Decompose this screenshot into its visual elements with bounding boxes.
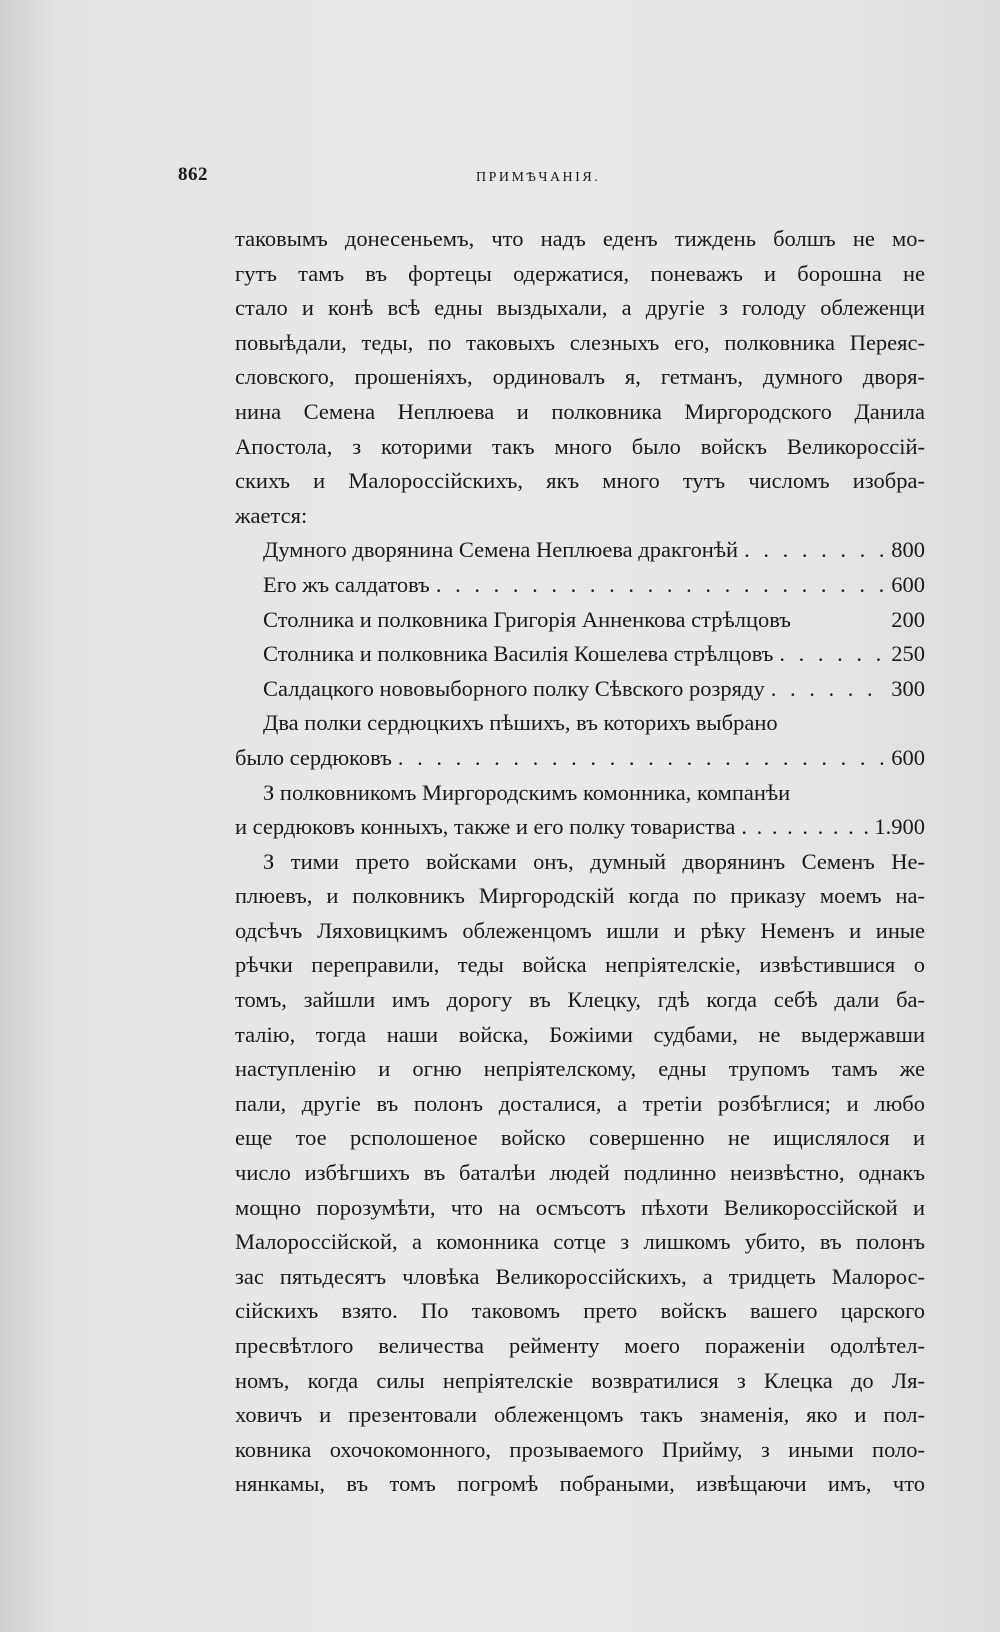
text-line: Апостола, з которими такъ много было войскъ Великороссій-	[235, 433, 925, 459]
text-line: словского, прошеніяхъ, ординовалъ я, гетманъ, думного дворя-	[235, 364, 925, 390]
troop-label: Думного дворянина Семена Неплюева дракгонѣй	[263, 537, 739, 563]
troop-label: Столника и полковника Григорія Анненкова стрѣлцовъ	[263, 606, 791, 632]
troop-row	[235, 637, 925, 672]
text-line: мощно порозумѣти, что на осмъсотъ пѣхоти Великороссійской и	[235, 1194, 925, 1220]
paragraph-1	[235, 222, 925, 533]
troop-count: 800	[891, 537, 925, 563]
text-line: ковника охочокомонного, прозываемого Прийму, з иными поло-	[235, 1436, 925, 1462]
dot-leader	[735, 810, 869, 845]
troop-label: Салдацкого нововыборного полку Сѣвского розряду	[263, 675, 765, 701]
troop-count: 600	[891, 744, 925, 770]
text-line: пали, другіе въ полонъ досталися, а третіи розбѣглися; и любо	[235, 1090, 925, 1116]
troop-label: З полковникомъ Миргородскимъ комонника, компанѣи	[263, 779, 791, 805]
troop-row	[235, 533, 925, 568]
page-body	[235, 222, 925, 1502]
page-number: 862	[178, 164, 208, 185]
text-line: еще тое рсполошеное войско совершенно не ищислялося и	[235, 1125, 925, 1151]
troop-row	[235, 603, 925, 638]
paragraph-2	[235, 845, 925, 1502]
text-line: томъ, зайшли имъ дорогу въ Клецку, гдѣ когда себѣ дали ба-	[235, 987, 925, 1013]
troop-row	[235, 568, 925, 603]
text-line: сійскихъ взято. По таковомъ прето войскъ вашего царского	[235, 1298, 925, 1324]
text-line: число избѣгшихъ въ баталѣи людей подлинно неизвѣстно, однакъ	[235, 1160, 925, 1186]
text-line: скихъ и Малороссійскихъ, якъ много тутъ числомъ изобра-	[235, 468, 925, 494]
dot-leader	[738, 533, 885, 568]
text-line: повыѣдали, теды, по таковыхъ слезныхъ его, полковника Переяс-	[235, 329, 925, 355]
troop-count: 300	[891, 675, 925, 701]
text-line: нянкамы, въ томъ погромѣ побраными, извѣщаючи имъ, что	[235, 1471, 925, 1497]
text-line: нина Семена Неплюева и полковника Миргородского Данила	[235, 398, 925, 424]
text-line: стало и конѣ всѣ едны выздыхали, а другіе з голоду облеженци	[235, 295, 925, 321]
text-line: З тими прето войсками онъ, думный дворянинъ Семенъ Не-	[263, 848, 925, 874]
text-line: номъ, когда силы непріятелскіе возвратилися з Клецка до Ля-	[235, 1367, 925, 1393]
text-line: наступленію и огню непріятелскому, едны трупомъ тамъ же	[235, 1056, 925, 1082]
dot-leader	[392, 741, 885, 776]
text-line: таковымъ донесеньемъ, что надъ еденъ тиждень болшъ не мо-	[235, 226, 925, 251]
troop-row-continued	[235, 776, 925, 811]
troop-count: 200	[891, 606, 925, 632]
running-head: ПРИМѢЧАНІЯ.	[476, 170, 601, 185]
dot-leader	[765, 672, 885, 707]
troop-label: Его жъ салдатовъ	[263, 571, 430, 597]
troop-count: 600	[891, 571, 925, 597]
troop-label: Два полки сердюцкихъ пѣшихъ, въ которихъ выбрано	[263, 710, 778, 736]
dot-leader	[430, 568, 885, 603]
troop-count: 250	[891, 641, 925, 667]
troop-list	[235, 533, 925, 844]
text-line: ховичъ и презентовали облеженцомъ такъ знаменія, яко и пол-	[235, 1402, 925, 1428]
text-line: зас пятьдесятъ чловѣка Великороссійскихъ, а тридцеть Малорос-	[235, 1263, 925, 1289]
text-line: плюевъ, и полковникъ Миргородскій когда по приказу моемъ на-	[235, 883, 925, 909]
text-line: гутъ тамъ въ фортецы одержатися, поневажъ и борошна не	[235, 260, 925, 286]
troop-row	[235, 741, 925, 776]
troop-row	[235, 672, 925, 707]
text-line: Малороссійской, а комонника сотце з лишкомъ убито, въ полонъ	[235, 1229, 925, 1255]
text-line: талію, тогда наши войска, Божіими судбами, не выдержавши	[235, 1021, 925, 1047]
text-line: рѣчки переправили, теды войска непріятелскіе, извѣстившися о	[235, 952, 925, 978]
troop-row-continued	[235, 706, 925, 741]
troop-label: было сердюковъ	[235, 744, 392, 770]
troop-label: Столника и полковника Василія Кошелева стрѣлцовъ	[263, 641, 774, 667]
text-line: жается:	[235, 502, 308, 528]
troop-label: и сердюковъ конныхъ, также и его полку товариства	[235, 814, 736, 840]
troop-count: 1.900	[874, 814, 925, 840]
text-line: одсѣчъ Ляховицкимъ облеженцомъ ишли и рѣку Неменъ и иные	[235, 917, 925, 943]
dot-leader	[773, 637, 885, 672]
text-line: пресвѣтлого величества рейменту моего пораженіи одолѣтел-	[235, 1333, 925, 1358]
troop-row	[235, 810, 925, 845]
